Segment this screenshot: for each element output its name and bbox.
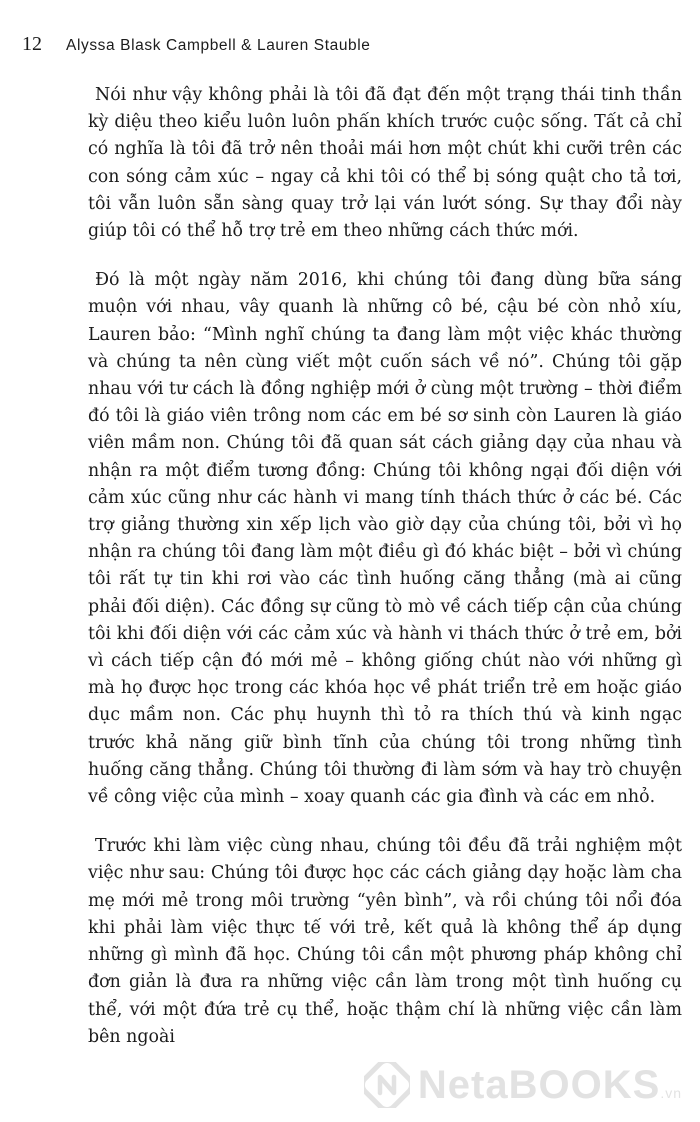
header-authors: Alyssa Blask Campbell & Lauren Stauble <box>66 37 371 54</box>
body-text <box>88 82 682 1051</box>
running-header <box>22 33 371 56</box>
page-number: 12 <box>22 33 42 55</box>
netabooks-watermark <box>364 1062 682 1108</box>
paragraph-2: Đó là một ngày năm 2016, khi chúng tôi đang dùng bữa sáng muộn với nhau, vây quanh là những cô bé, cậu bé còn nhỏ xíu, Lauren bảo: “Mình nghĩ chúng ta đang làm một việc khác thường và chúng ta nên cùng viết một cuốn sách về nó”. Chúng tôi gặp nhau với tư cách là đồng nghiệp mới ở cùng một trường – thời điểm đó tôi là giáo viên trông nom các em bé sơ sinh còn Lauren là giáo viên mầm non. Chúng tôi đã quan sát cách giảng dạy của nhau và nhận ra một điểm tương đồng: Chúng tôi không ngại đối diện với cảm xúc cũng như các hành vi mang tính thách thức ở các bé. Các trợ giảng thường xin xếp lịch vào giờ dạy của chúng tôi, bởi vì họ nhận ra chúng tôi đang làm một điều gì đó khác biệt – bởi vì chúng tôi rất tự tin khi rơi vào các tình huống căng thẳng (mà ai cũng phải đối diện). Các đồng sự cũng tò mò về cách tiếp cận của chúng tôi khi đối diện với các cảm xúc và hành vi thách thức ở trẻ em, bởi vì cách tiếp cận đó mới mẻ – không giống chút nào với những gì mà họ được học trong các khóa học về phát triển trẻ em hoặc giáo dục mầm non. Các phụ huynh thì tỏ ra thích thú và kinh ngạc trước khả năng giữ bình tĩnh của chúng tôi trong những tình huống căng thẳng. Chúng tôi thường đi làm sớm và hay trò chuyện về công việc của mình – xoay quanh các gia đình và các em nhỏ. <box>88 270 682 808</box>
netabooks-logo-icon <box>364 1062 410 1108</box>
paragraph-3: Trước khi làm việc cùng nhau, chúng tôi đều đã trải nghiệm một việc như sau: Chúng tôi được học các cách giảng dạy hoặc làm cha mẹ mới mẻ trong môi trường “yên bình”, và rồi chúng tôi nổi đóa khi phải làm việc thực tế với trẻ, kết quả là không thể áp dụng những gì mình đã học. Chúng tôi cần một phương pháp không chỉ đơn giản là đưa ra những việc cần làm trong một tình huống cụ thể, với một đứa trẻ cụ thể, hoặc thậm chí là những việc cần làm bên ngoài <box>88 836 682 1047</box>
watermark-suffix: .vn <box>660 1084 682 1101</box>
watermark-brand: NetaBOOKS.vn <box>417 1062 682 1107</box>
paragraph-1: Nói như vậy không phải là tôi đã đạt đến một trạng thái tinh thần kỳ diệu theo kiểu luôn luôn phấn khích trước cuộc sống. Tất cả chỉ có nghĩa là tôi đã trở nên thoải mái hơn một chút khi cưỡi trên các con sóng cảm xúc – ngay cả khi tôi có thể bị sóng quật cho tả tơi, tôi vẫn luôn sẵn sàng quay trở lại ván lướt sóng. Sự thay đổi này giúp tôi có thể hỗ trợ trẻ em theo những cách thức mới. <box>88 85 682 242</box>
